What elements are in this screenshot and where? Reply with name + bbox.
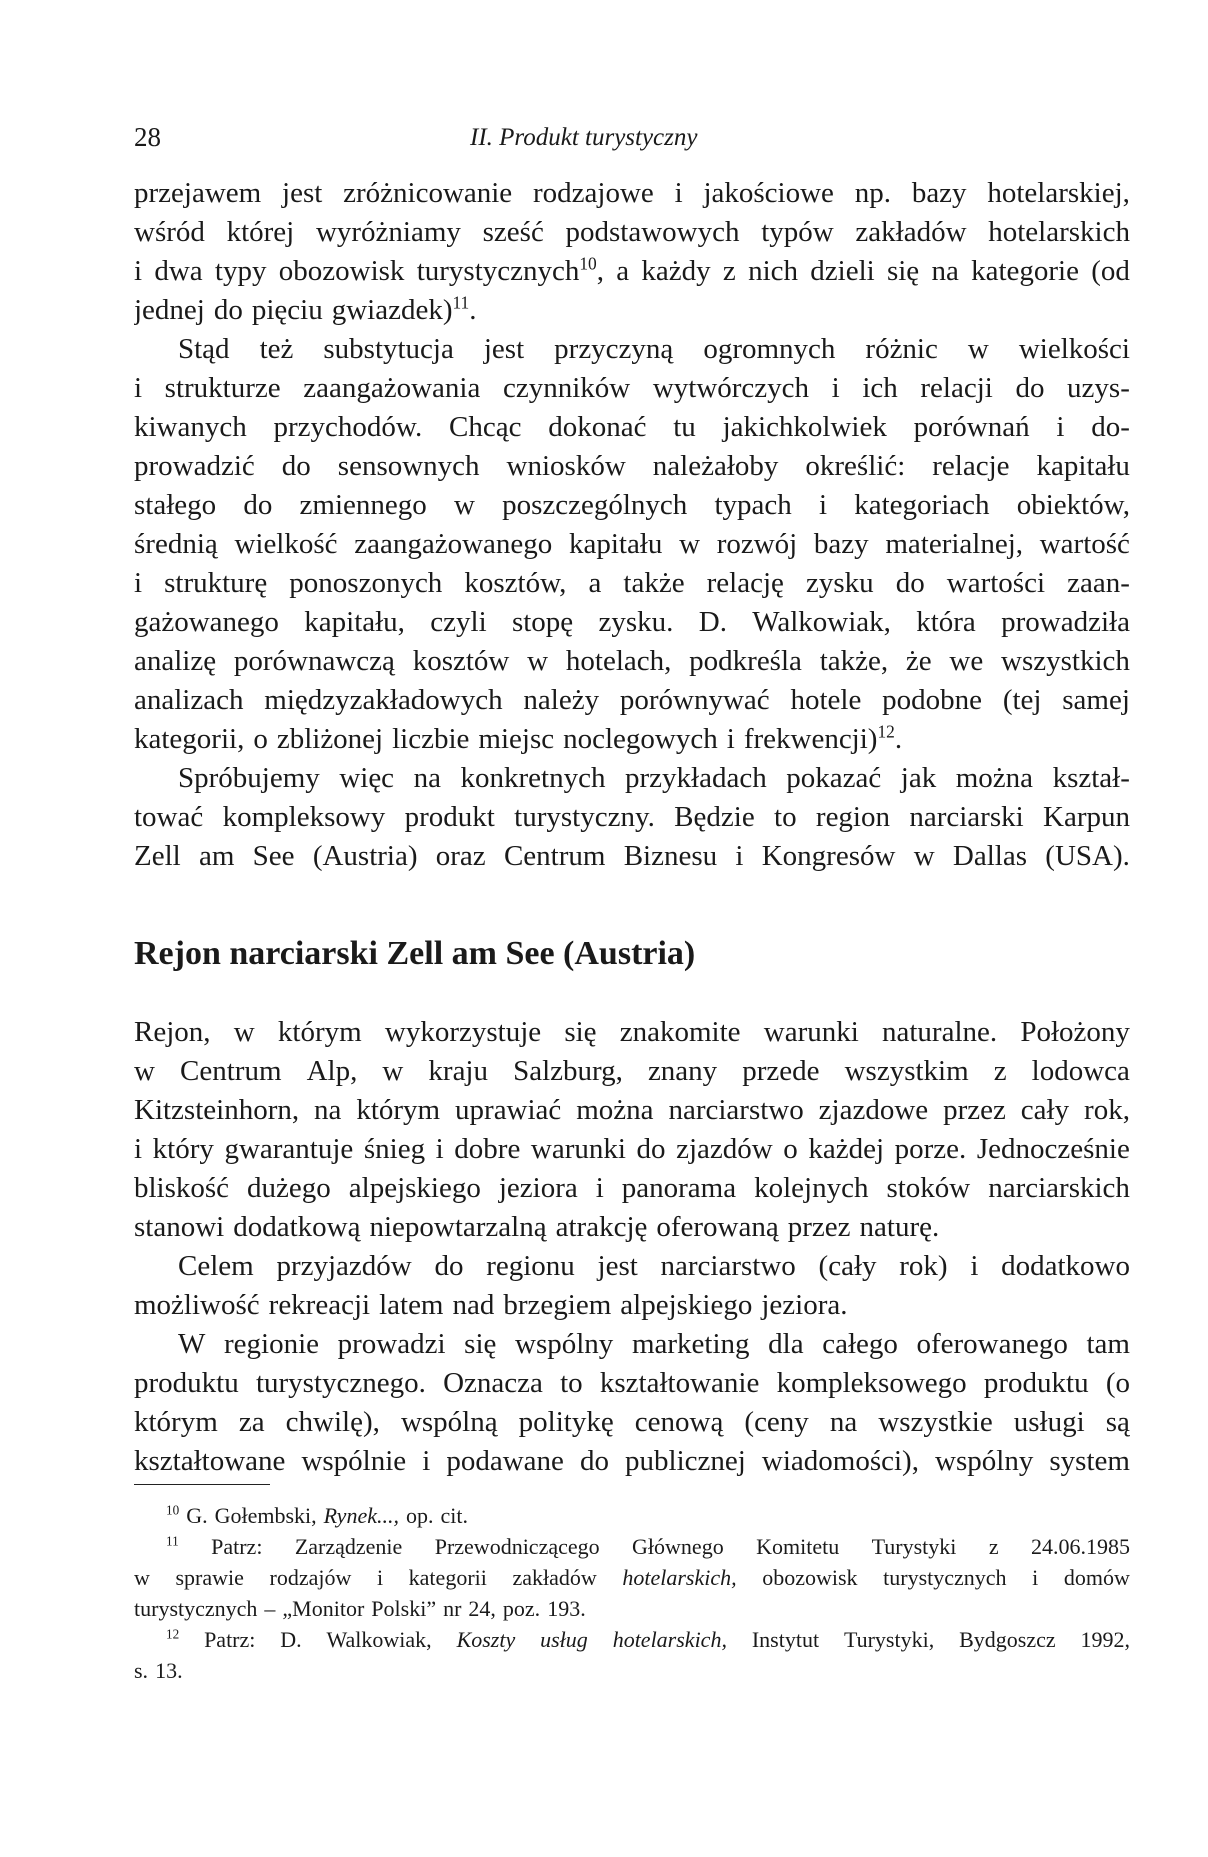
footnote-line: w sprawie rodzajów i kategorii zakładów hotelarskich, obozowisk turystycznych i domów — [134, 1565, 1130, 1590]
text-line: i strukturze zaangażowania czynników wytwórczych i ich relacji do uzys- — [134, 372, 1130, 404]
text-line: w Centrum Alp, w kraju Salzburg, znany przede wszystkim z lodowca — [134, 1055, 1130, 1087]
text-line: Zell am See (Austria) oraz Centrum Biznesu i Kongresów w Dallas (USA). — [134, 840, 1130, 872]
footnotes — [134, 1500, 1130, 1686]
text-line: i który gwarantuje śnieg i dobre warunki do zjazdów o każdej porze. Jednocześnie — [134, 1133, 1130, 1165]
text-line: kategorii, o zbliżonej liczbie miejsc noclegowych i frekwencji)$^{12}$. — [134, 721, 903, 755]
text-line: przejawem jest zróżnicowanie rodzajowe i jakościowe np. bazy hotelarskiej, — [134, 177, 1130, 209]
text-line: gażowanego kapitału, czyli stopę zysku. D. Walkowiak, która prowadziła — [134, 606, 1130, 638]
text-line: Spróbujemy więc na konkretnych przykładach pokazać jak można kształ- — [178, 762, 1130, 794]
text-line: kiwanych przychodów. Chcąc dokonać tu jakichkolwiek porównań i do- — [134, 411, 1130, 443]
text-line: i dwa typy obozowisk turystycznych$^{10}$, a każdy z nich dzieli się na kategorie (od — [134, 253, 1130, 287]
footnote-line: s. 13. — [134, 1658, 183, 1683]
text-line: jednej do pięciu gwiazdek)$^{11}$. — [134, 292, 477, 326]
text-line: analizach międzyzakładowych należy porównywać hotele podobne (tej samej — [134, 684, 1130, 716]
text-line: tować kompleksowy produkt turystyczny. Będzie to region narciarski Karpun — [134, 801, 1130, 833]
text-line: stanowi dodatkową niepowtarzalną atrakcję oferowaną przez naturę. — [134, 1211, 940, 1243]
text-line: Stąd też substytucja jest przyczyną ogromnych różnic w wielkości — [178, 333, 1130, 365]
text-line: Celem przyjazdów do regionu jest narciarstwo (cały rok) i dodatkowo — [178, 1250, 1130, 1282]
footnote-line: $^{12}$ Patrz: D. Walkowiak, Koszty usług hotelarskich, Instytut Turystyki, Bydgoszcz 1992, — [166, 1626, 1130, 1652]
text-line: analizę porównawczą kosztów w hotelach, podkreśla także, że we wszystkich — [134, 645, 1130, 677]
text-line: możliwość rekreacji latem nad brzegiem alpejskiego jeziora. — [134, 1289, 848, 1321]
text-line: prowadzić do sensownych wniosków należałoby określić: relacje kapitału — [134, 450, 1130, 482]
text-line: kształtowane wspólnie i podawane do publicznej wiadomości), wspólny system — [134, 1445, 1130, 1477]
text-line: średnią wielkość zaangażowanego kapitału w rozwój bazy materialnej, wartość — [134, 528, 1130, 560]
text-line: produktu turystycznego. Oznacza to kształtowanie kompleksowego produktu (o — [134, 1367, 1130, 1399]
text-line: którym za chwilę), wspólną politykę cenową (ceny na wszystkie usługi są — [134, 1406, 1130, 1438]
text-line: Rejon, w którym wykorzystuje się znakomite warunki naturalne. Położony — [134, 1016, 1130, 1048]
body-text-top — [134, 174, 1130, 876]
text-line: W regionie prowadzi się wspólny marketing dla całego oferowanego tam — [178, 1328, 1130, 1360]
footnote-separator — [134, 1484, 270, 1485]
text-line: wśród której wyróżniamy sześć podstawowych typów zakładów hotelarskich — [134, 216, 1130, 248]
running-title: II. Produkt turystyczny — [470, 124, 698, 151]
running-head — [134, 122, 1134, 162]
text-line: stałego do zmiennego w poszczególnych typach i kategoriach obiektów, — [134, 489, 1130, 521]
footnote-line: turystycznych – „Monitor Polski” nr 24, poz. 193. — [134, 1596, 586, 1621]
footnote-line: $^{10}$ G. Gołembski, Rynek..., op. cit. — [166, 1502, 468, 1528]
text-line: i strukturę ponoszonych kosztów, a także relację zysku do wartości zaan- — [134, 567, 1130, 599]
body-text-bottom — [134, 1013, 1130, 1481]
text-line: Kitzsteinhorn, na którym uprawiać można narciarstwo zjazdowe przez cały rok, — [134, 1094, 1130, 1126]
text-line: bliskość dużego alpejskiego jeziora i panorama kolejnych stoków narciarskich — [134, 1172, 1130, 1204]
footnote-line: $^{11}$ Patrz: Zarządzenie Przewodniczącego Głównego Komitetu Turystyki z 24.06.1985 — [166, 1533, 1130, 1559]
section-heading: Rejon narciarski Zell am See (Austria) — [134, 935, 696, 972]
page-number: 28 — [134, 122, 161, 152]
